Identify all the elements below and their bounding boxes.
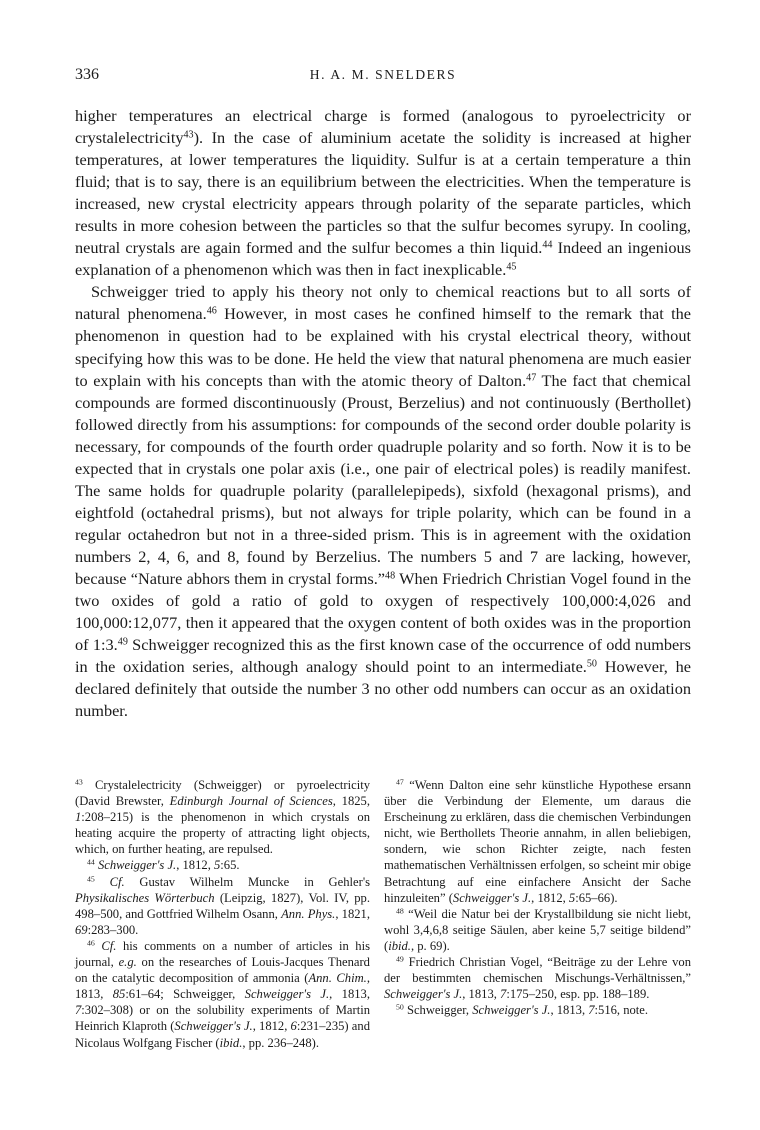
- footnote-number: 45: [87, 874, 95, 884]
- volume: 69: [75, 922, 88, 937]
- journal-title: Schweigger's J.: [97, 858, 177, 873]
- volume: 7: [500, 987, 507, 1002]
- page-header: [75, 66, 691, 88]
- volume: 1: [75, 810, 82, 825]
- journal-title: Ann. Chim.: [308, 971, 367, 986]
- footnote-ref: 49: [117, 636, 128, 648]
- footnote-number: 44: [87, 858, 95, 868]
- volume: 5: [213, 858, 221, 873]
- text: , 1825,: [332, 794, 370, 809]
- footnote-ref: 44: [542, 239, 553, 251]
- paragraph: [75, 281, 691, 722]
- text: , 1813,: [75, 971, 370, 1002]
- footnote-number: 49: [396, 954, 404, 964]
- footnote-number: 46: [87, 938, 95, 948]
- text: When Friedrich Christian Vogel found in the two oxides of gold a ratio of gold to oxygen of respectively 100,000:4,026 and 100,000:12,077, then it appeared that the oxygen content of both oxides was in the proportion of 1:3.: [75, 568, 691, 655]
- footnote-ref: 47: [526, 372, 537, 384]
- text: , 1812,: [176, 858, 214, 873]
- text: Schweigger recognized this as the first known case of the occurrence of odd numbers in the oxidation series, although analogy should point to an intermediate.: [75, 635, 692, 677]
- text: :302–308) or on the solubility experiments of Martin Heinrich Klaproth (: [75, 1003, 370, 1034]
- text: , 1812,: [252, 1019, 291, 1034]
- text: , 1813,: [550, 1003, 589, 1018]
- text: Schweigger tried to apply his theory not only to chemical reactions but to all sorts of natural phenomena.: [75, 282, 691, 324]
- text: , 1812,: [531, 890, 569, 905]
- abbreviation: ibid.: [219, 1035, 243, 1050]
- text: on the researches of Louis-Jacques Thenard on the catalytic decomposition of ammonia (: [75, 955, 370, 986]
- text: , 1821,: [335, 906, 370, 921]
- journal-title: Schweigger's J.: [452, 890, 532, 905]
- footnote-number: 50: [396, 1003, 404, 1013]
- footnotes-left-column: [75, 777, 370, 1051]
- abbreviation: e.g.: [118, 955, 137, 970]
- journal-title: Schweigger's J.: [472, 1003, 551, 1018]
- footnote-49: [384, 954, 691, 1002]
- journal-title: Schweigger's J.: [244, 987, 330, 1002]
- journal-title: Schweigger's J.: [174, 1019, 253, 1034]
- footnote-43: [75, 777, 370, 857]
- text: :61–64; Schweigger,: [125, 987, 245, 1002]
- abbreviation: Cf.: [109, 874, 125, 889]
- text: However, in most cases he confined himself to the remark that the phenomenon in question had to be explained with his crystal electrical theory, without specifying how this was to be done. He held the view that natural phenomena are much easier to explain with his concepts than with the atomic theory of Dalton.: [75, 304, 691, 390]
- volume: 5: [568, 890, 576, 905]
- text: :175–250, esp. pp. 188–189.: [506, 987, 650, 1002]
- text: “Wenn Dalton eine sehr künstliche Hypothese ersann über die Verbindung der Elemente, um daraus die Erscheinung zu erklären, dass die chemischen Verbindungen nicht, wie Berthollets Theorie annahm, in allen beliebigen, sondern, wie schon Richter zeigte, nach festen mathematischen Verhältnissen erfolgen, so scheint mir obige Betrachtung auf eine einfachere Ansicht der Sache hinzuleiten” (: [384, 778, 691, 905]
- footnote-number: 47: [396, 777, 404, 787]
- footnote-number: 48: [396, 906, 404, 916]
- journal-title: Ann. Phys.: [281, 906, 336, 921]
- text: :208–215) is the phenomenon in which crystals on heating acquire the property of attracting light objects, which, on further heating, are repulsed.: [75, 810, 370, 857]
- footnote-ref: 43: [183, 129, 194, 141]
- text: :283–300.: [87, 922, 139, 937]
- footnote-ref: 50: [586, 658, 597, 670]
- text: his comments on a number of articles in his journal,: [75, 938, 371, 970]
- text: :65.: [220, 858, 240, 873]
- running-head: H. A. M. SNELDERS: [309, 67, 457, 82]
- footnote-46: [75, 938, 370, 1051]
- text: :516, note.: [594, 1003, 649, 1018]
- footnote-48: [384, 906, 691, 954]
- abbreviation: ibid.: [388, 938, 411, 953]
- book-title: Physikalisches Wörterbuch: [75, 890, 215, 905]
- text: , p. 69).: [410, 938, 450, 953]
- footnote-ref: 48: [385, 570, 396, 582]
- text: Gustav Wilhelm Muncke in Gehler's: [124, 874, 370, 889]
- footnote-47: [384, 777, 691, 906]
- text: , pp. 236–248).: [242, 1035, 319, 1050]
- footnote-number: 43: [75, 777, 83, 787]
- journal-title: Schweigger's J.: [384, 987, 463, 1002]
- text: Crystalelectricity (Schweigger) or pyroelectricity (David Brewster,: [75, 778, 370, 809]
- footnote-ref: 45: [506, 261, 517, 273]
- text: (Leipzig, 1827), Vol. IV, pp. 498–500, and Gottfried Wilhelm Osann,: [75, 890, 370, 921]
- text: ). In the case of aluminium acetate the solidity is increased at higher temperatures, at lower temperatures the liquidity. Sulfur is at a certain temperature a thin fluid; that is to say, there is an equilibrium between the electricities. When the temperature is increased, new crystal electricity appears through polarity of the separate particles, which results in more cohesion between the particles so that the sulfur becomes syrupy. In cooling, neutral crystals are again formed and the sulfur becomes a thin liquid.: [75, 128, 691, 258]
- text: “Weil die Natur bei der Krystallbildung sie nicht liebt, wohl 3,4,6,8 seitige Säulen, aber keine 5,7 seitige bildend” (: [384, 906, 691, 953]
- footnotes-right-column: [384, 777, 691, 1018]
- volume: 7: [588, 1003, 595, 1018]
- text: However, he declared definitely that outside the number 3 no other odd numbers can occur as an oxidation number.: [75, 657, 691, 721]
- page-number: 336: [75, 66, 99, 83]
- volume: 85: [112, 987, 126, 1002]
- text: [95, 875, 110, 889]
- body-text: [75, 105, 691, 722]
- footnote-50: [384, 1002, 691, 1018]
- text: , 1813,: [329, 987, 370, 1002]
- footnote-44: [75, 857, 370, 873]
- abbreviation: Cf.: [101, 938, 117, 953]
- footnote-45: [75, 874, 370, 938]
- text: The fact that chemical compounds are formed discontinuously (Proust, Berzelius) and not continuously (Berthollet) followed directly from his assumptions: for compounds of the second order double polarity is necessary, for compounds of the fourth order quadruple polarity and so forth. Now it is to be expected that in crystals one polar axis (i.e., one pair of electrical poles) is readily manifest. The same holds for quadruple polarity (parallelepipeds), sixfold (hexagonal prisms), and eightfold (octahedral prisms), but not always for triple polarity, which can be found in a regular octahedron but not in a three-sided prism. This is in agreement with the oxidation numbers 2, 4, 6, and 8, found by Berzelius. The numbers 5 and 7 are lacking, however, because “Nature abhors them in crystal forms.”: [75, 370, 691, 588]
- text: Schweigger,: [403, 1003, 473, 1018]
- text: :65–66).: [575, 890, 618, 905]
- text: :231–235) and Nicolaus Wolfgang Fischer (: [75, 1019, 370, 1050]
- footnote-ref: 46: [206, 305, 217, 317]
- text: , 1813,: [462, 987, 501, 1002]
- volume: 7: [75, 1003, 82, 1018]
- volume: 6: [290, 1019, 297, 1034]
- text: higher temperatures an electrical charge is formed (analogous to pyroelectricity or crystalelectricity: [75, 106, 691, 148]
- journal-title: Edinburgh Journal of Sciences: [169, 794, 333, 809]
- paragraph: [75, 105, 691, 281]
- text: Indeed an ingenious explanation of a phenomenon which was then in fact inexplicable.: [75, 238, 691, 280]
- text: Friedrich Christian Vogel, “Beiträge zu der Lehre von der bestimmten chemischen Mischungs-Verhältnissen,”: [384, 955, 691, 986]
